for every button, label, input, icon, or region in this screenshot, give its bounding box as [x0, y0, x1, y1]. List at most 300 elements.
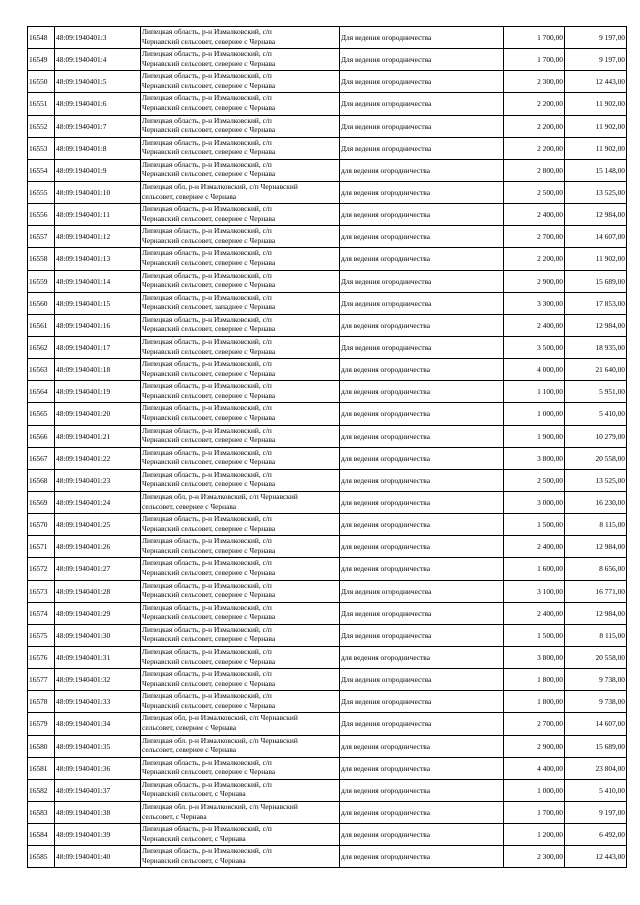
row-number: 16572	[28, 558, 55, 580]
cadastral-number: 48:09:1940401:28	[55, 580, 141, 602]
row-number: 16558	[28, 248, 55, 270]
address-cell	[141, 824, 340, 846]
land-use: для ведения огородничества	[340, 757, 504, 779]
address-line-1: Липецкая область, р-н Измалковский, с/п	[142, 270, 272, 280]
land-use: для ведения огородничества	[340, 735, 504, 757]
table-row	[28, 580, 627, 602]
cadastral-value: 6 492,00	[565, 824, 627, 846]
address-line-1: Липецкая область, р-н Измалковский, с/п	[142, 359, 272, 369]
address-cell	[141, 691, 340, 713]
land-use: для ведения огородничества	[340, 314, 504, 336]
address-line-1: Липецкая область, р-н Измалковский, с/п	[142, 336, 272, 346]
address-cell	[141, 314, 340, 336]
row-number: 16577	[28, 669, 55, 691]
address-line-1: Липецкая область, р-н Измалковский, с/п	[142, 602, 272, 612]
address-line-2: Чернавский сельсовет, с Чернава	[142, 833, 246, 843]
table-row	[28, 469, 627, 491]
address-line-2: Чернавский сельсовет, с Чернава	[142, 855, 246, 865]
table-row	[28, 846, 627, 868]
land-use: для ведения огородничества	[340, 381, 504, 403]
address-cell	[141, 292, 340, 314]
cadastral-value: 12 984,00	[565, 602, 627, 624]
land-use: для ведения огородничества	[340, 536, 504, 558]
area-value: 3 500,00	[504, 336, 565, 358]
row-number: 16550	[28, 71, 55, 93]
area-value: 1 800,00	[504, 669, 565, 691]
cadastral-number: 48:09:1940401:32	[55, 669, 141, 691]
cadastral-value: 13 525,00	[565, 181, 627, 203]
cadastral-value: 5 410,00	[565, 403, 627, 425]
address-line-2: Чернавский сельсовет, севернее с Чернава	[142, 103, 276, 113]
table-row	[28, 270, 627, 292]
address-line-2: сельсовет, севернее с Чернава	[142, 745, 237, 755]
area-value: 3 100,00	[504, 580, 565, 602]
land-use: Для ведения огородничества	[340, 93, 504, 115]
address-line-1: Липецкая область, р-н Измалковский, с/п	[142, 381, 272, 391]
row-number: 16559	[28, 270, 55, 292]
cadastral-number: 48:09:1940401:10	[55, 181, 141, 203]
address-line-1: Липецкая обл, р-н Измалковский, с/п Чернавский	[142, 491, 298, 501]
area-value: 2 500,00	[504, 469, 565, 491]
cadastral-value: 11 902,00	[565, 137, 627, 159]
address-line-2: Чернавский сельсовет, севернее с Чернава	[142, 412, 276, 422]
cadastral-value: 9 197,00	[565, 49, 627, 71]
land-use: Для ведения огородничества	[340, 669, 504, 691]
address-line-1: Липецкая область, р-н Измалковский, с/п	[142, 558, 272, 568]
address-cell	[141, 115, 340, 137]
address-line-1: Липецкая обл. р-н Измалковский, с/п Чернавский	[142, 801, 298, 811]
address-cell	[141, 558, 340, 580]
cadastral-value: 20 558,00	[565, 646, 627, 668]
cadastral-number: 48:09:1940401:12	[55, 226, 141, 248]
area-value: 4 000,00	[504, 359, 565, 381]
row-number: 16571	[28, 536, 55, 558]
address-line-2: Чернавский сельсовет, севернее с Чернава	[142, 612, 276, 622]
land-use: для ведения огородничества	[340, 801, 504, 823]
land-use: Для ведения огородничества	[340, 336, 504, 358]
address-cell	[141, 602, 340, 624]
area-value: 1 000,00	[504, 779, 565, 801]
address-line-2: Чернавский сельсовет, севернее с Чернава	[142, 36, 276, 46]
cadastral-number: 48:09:1940401:27	[55, 558, 141, 580]
table-row	[28, 226, 627, 248]
address-line-2: сельсовет, с Чернава	[142, 811, 207, 821]
address-line-2: Чернавский сельсовет, севернее с Чернава	[142, 700, 276, 710]
cadastral-number: 48:09:1940401:29	[55, 602, 141, 624]
table-row	[28, 646, 627, 668]
address-cell	[141, 425, 340, 447]
row-number: 16563	[28, 359, 55, 381]
address-line-1: Липецкая область, р-н Измалковский, с/п	[142, 27, 272, 36]
area-value: 2 700,00	[504, 226, 565, 248]
cadastral-value: 11 902,00	[565, 93, 627, 115]
cadastral-number: 48:09:1940401:8	[55, 137, 141, 159]
cadastral-number: 48:09:1940401:7	[55, 115, 141, 137]
area-value: 1 500,00	[504, 514, 565, 536]
cadastral-value: 13 525,00	[565, 469, 627, 491]
address-line-2: Чернавский сельсовет, севернее с Чернава	[142, 435, 276, 445]
cadastral-number: 48:09:1940401:37	[55, 779, 141, 801]
cadastral-value: 5 951,00	[565, 381, 627, 403]
address-cell	[141, 669, 340, 691]
cadastral-value: 9 197,00	[565, 27, 627, 49]
address-line-2: Чернавский сельсовет, севернее с Чернава	[142, 634, 276, 644]
cadastral-number: 48:09:1940401:40	[55, 846, 141, 868]
land-use: для ведения огородничества	[340, 779, 504, 801]
row-number: 16548	[28, 27, 55, 49]
land-use: Для ведения огородничества	[340, 71, 504, 93]
cadastral-number: 48:09:1940401:11	[55, 204, 141, 226]
address-cell	[141, 846, 340, 868]
area-value: 3 300,00	[504, 292, 565, 314]
cadastral-number: 48:09:1940401:35	[55, 735, 141, 757]
table-row	[28, 425, 627, 447]
cadastral-number: 48:09:1940401:34	[55, 713, 141, 735]
cadastral-number: 48:09:1940401:24	[55, 491, 141, 513]
address-line-2: сельсовет, севернее с Чернава	[142, 501, 237, 511]
land-use: Для ведения огородничества	[340, 624, 504, 646]
row-number: 16584	[28, 824, 55, 846]
address-line-1: Липецкая область, р-н Измалковский, с/п	[142, 514, 272, 524]
address-cell	[141, 646, 340, 668]
table-row	[28, 49, 627, 71]
address-line-2: Чернавский сельсовет, севернее с Чернава	[142, 235, 276, 245]
address-line-2: Чернавский сельсовет, севернее с Чернава	[142, 280, 276, 290]
address-line-2: Чернавский сельсовет, севернее с Чернава	[142, 147, 276, 157]
row-number: 16565	[28, 403, 55, 425]
address-cell	[141, 71, 340, 93]
address-line-1: Липецкая область, р-н Измалковский, с/п	[142, 624, 272, 634]
area-value: 2 900,00	[504, 270, 565, 292]
address-cell	[141, 757, 340, 779]
row-number: 16569	[28, 491, 55, 513]
address-line-1: Липецкая область, р-н Измалковский, с/п	[142, 159, 272, 169]
area-value: 1 900,00	[504, 425, 565, 447]
land-use: для ведения огородничества	[340, 181, 504, 203]
address-line-2: Чернавский сельсовет, севернее с Чернава	[142, 479, 276, 489]
area-value: 3 000,00	[504, 491, 565, 513]
land-use: Для ведения огородничества	[340, 292, 504, 314]
area-value: 1 700,00	[504, 801, 565, 823]
cadastral-value: 15 148,00	[565, 159, 627, 181]
row-number: 16562	[28, 336, 55, 358]
land-use: Для ведения огородничества	[340, 137, 504, 159]
cadastral-value: 12 443,00	[565, 71, 627, 93]
cadastral-value: 8 656,00	[565, 558, 627, 580]
cadastral-number: 48:09:1940401:36	[55, 757, 141, 779]
cadastral-value: 16 230,00	[565, 491, 627, 513]
address-cell	[141, 248, 340, 270]
address-line-2: Чернавский сельсовет, севернее с Чернава	[142, 457, 276, 467]
address-line-1: Липецкая область, р-н Измалковский, с/п	[142, 469, 272, 479]
table-row	[28, 181, 627, 203]
table-row	[28, 691, 627, 713]
row-number: 16564	[28, 381, 55, 403]
table-row	[28, 669, 627, 691]
table-row	[28, 447, 627, 469]
row-number: 16585	[28, 846, 55, 868]
cadastral-value: 10 279,00	[565, 425, 627, 447]
row-number: 16566	[28, 425, 55, 447]
cadastral-number: 48:09:1940401:18	[55, 359, 141, 381]
table-row	[28, 248, 627, 270]
address-cell	[141, 93, 340, 115]
cadastral-value: 9 197,00	[565, 801, 627, 823]
cadastral-value: 20 558,00	[565, 447, 627, 469]
cadastral-value: 14 607,00	[565, 713, 627, 735]
address-line-2: Чернавский сельсовет, севернее с Чернава	[142, 545, 276, 555]
address-line-2: Чернавский сельсовет, западнее с Чернава	[142, 302, 276, 312]
land-use: для ведения огородничества	[340, 226, 504, 248]
table-row	[28, 779, 627, 801]
row-number: 16567	[28, 447, 55, 469]
land-use: для ведения огородничества	[340, 425, 504, 447]
cadastral-value: 12 984,00	[565, 204, 627, 226]
land-use: Для ведения огородничества	[340, 27, 504, 49]
address-cell	[141, 381, 340, 403]
address-cell	[141, 270, 340, 292]
address-cell	[141, 447, 340, 469]
address-line-2: Чернавский сельсовет, севернее с Чернава	[142, 368, 276, 378]
row-number: 16578	[28, 691, 55, 713]
address-line-2: Чернавский сельсовет, севернее с Чернава	[142, 678, 276, 688]
row-number: 16573	[28, 580, 55, 602]
row-number: 16575	[28, 624, 55, 646]
address-line-2: Чернавский сельсовет, севернее с Чернава	[142, 324, 276, 334]
address-cell	[141, 159, 340, 181]
cadastral-number: 48:09:1940401:31	[55, 646, 141, 668]
address-cell	[141, 49, 340, 71]
address-cell	[141, 536, 340, 558]
row-number: 16553	[28, 137, 55, 159]
table-row	[28, 381, 627, 403]
address-line-1: Липецкая обл, р-н Измалковский, с/п Чернавский	[142, 181, 298, 191]
address-line-2: Чернавский сельсовет, севернее с Чернава	[142, 767, 276, 777]
cadastral-number: 48:09:1940401:26	[55, 536, 141, 558]
area-value: 4 400,00	[504, 757, 565, 779]
land-use: для ведения огородничества	[340, 469, 504, 491]
cadastral-value: 11 902,00	[565, 248, 627, 270]
cadastral-number: 48:09:1940401:20	[55, 403, 141, 425]
address-cell	[141, 469, 340, 491]
address-line-1: Липецкая область, р-н Измалковский, с/п	[142, 71, 272, 81]
land-use: для ведения огородничества	[340, 447, 504, 469]
address-line-1: Липецкая область, р-н Измалковский, с/п	[142, 846, 272, 856]
cadastral-number: 48:09:1940401:19	[55, 381, 141, 403]
address-line-2: Чернавский сельсовет, севернее с Чернава	[142, 523, 276, 533]
table-row	[28, 159, 627, 181]
cadastral-number: 48:09:1940401:6	[55, 93, 141, 115]
address-line-1: Липецкая область, р-н Измалковский, с/п	[142, 226, 272, 236]
row-number: 16581	[28, 757, 55, 779]
cadastral-value: 15 689,00	[565, 735, 627, 757]
area-value: 2 400,00	[504, 204, 565, 226]
address-line-1: Липецкая область, р-н Измалковский, с/п	[142, 204, 272, 214]
address-line-1: Липецкая область, р-н Измалковский, с/п	[142, 425, 272, 435]
cadastral-number: 48:09:1940401:22	[55, 447, 141, 469]
row-number: 16557	[28, 226, 55, 248]
cadastral-value: 12 984,00	[565, 314, 627, 336]
table-body	[28, 27, 627, 868]
address-line-1: Липецкая обл. р-н Измалковский, с/п Чернавский	[142, 735, 298, 745]
cadastral-number: 48:09:1940401:4	[55, 49, 141, 71]
address-cell	[141, 226, 340, 248]
land-use: для ведения огородничества	[340, 403, 504, 425]
cadastral-value: 11 902,00	[565, 115, 627, 137]
row-number: 16582	[28, 779, 55, 801]
land-use: для ведения огородничества	[340, 159, 504, 181]
table-row	[28, 71, 627, 93]
address-line-2: Чернавский сельсовет, севернее с Чернава	[142, 258, 276, 267]
area-value: 2 500,00	[504, 181, 565, 203]
address-line-2: Чернавский сельсовет, севернее с Чернава	[142, 213, 276, 223]
address-line-2: Чернавский сельсовет, севернее с Чернава	[142, 169, 276, 179]
address-line-1: Липецкая область, р-н Измалковский, с/п	[142, 691, 272, 701]
address-line-1: Липецкая область, р-н Измалковский, с/п	[142, 93, 272, 103]
address-cell	[141, 27, 340, 49]
cadastral-value: 14 607,00	[565, 226, 627, 248]
land-use: Для ведения огородничества	[340, 691, 504, 713]
table-row	[28, 359, 627, 381]
land-use: для ведения огородничества	[340, 359, 504, 381]
address-line-2: Чернавский сельсовет, с Чернава	[142, 789, 246, 799]
area-value: 2 800,00	[504, 159, 565, 181]
address-line-2: Чернавский сельсовет, севернее с Чернава	[142, 125, 276, 135]
address-line-1: Липецкая область, р-н Измалковский, с/п	[142, 137, 272, 147]
table-row	[28, 558, 627, 580]
table-row	[28, 491, 627, 513]
land-use: для ведения огородничества	[340, 646, 504, 668]
table-row	[28, 115, 627, 137]
cadastral-value: 16 771,00	[565, 580, 627, 602]
address-line-1: Липецкая область, р-н Измалковский, с/п	[142, 646, 272, 656]
cadastral-value: 15 689,00	[565, 270, 627, 292]
address-cell	[141, 514, 340, 536]
address-line-1: Липецкая область, р-н Измалковский, с/п	[142, 248, 272, 258]
row-number: 16554	[28, 159, 55, 181]
area-value: 1 600,00	[504, 558, 565, 580]
address-line-1: Липецкая область, р-н Измалковский, с/п	[142, 536, 272, 546]
address-line-1: Липецкая область, р-н Измалковский, с/п	[142, 669, 272, 679]
area-value: 2 300,00	[504, 846, 565, 868]
address-cell	[141, 624, 340, 646]
cadastral-number: 48:09:1940401:30	[55, 624, 141, 646]
cadastral-value: 12 984,00	[565, 536, 627, 558]
row-number: 16570	[28, 514, 55, 536]
area-value: 1 500,00	[504, 624, 565, 646]
address-cell	[141, 137, 340, 159]
table-row	[28, 204, 627, 226]
land-use: Для ведения огородничества	[340, 270, 504, 292]
address-line-1: Липецкая область, р-н Измалковский, с/п	[142, 292, 272, 302]
area-value: 3 800,00	[504, 646, 565, 668]
address-line-1: Липецкая область, р-н Измалковский, с/п	[142, 824, 272, 834]
cadastral-value: 9 738,00	[565, 669, 627, 691]
table-row	[28, 292, 627, 314]
table-row	[28, 801, 627, 823]
cadastral-number: 48:09:1940401:21	[55, 425, 141, 447]
cadastral-number: 48:09:1940401:13	[55, 248, 141, 270]
cadastral-value: 23 804,00	[565, 757, 627, 779]
cadastral-value: 21 640,00	[565, 359, 627, 381]
table-row	[28, 757, 627, 779]
area-value: 1 000,00	[504, 403, 565, 425]
row-number: 16583	[28, 801, 55, 823]
land-use: Для ведения огородничества	[340, 115, 504, 137]
address-cell	[141, 580, 340, 602]
cadastral-number: 48:09:1940401:9	[55, 159, 141, 181]
address-cell	[141, 801, 340, 823]
address-cell	[141, 491, 340, 513]
address-line-1: Липецкая область, р-н Измалковский, с/п	[142, 779, 272, 789]
land-use: для ведения огородничества	[340, 846, 504, 868]
area-value: 1 200,00	[504, 824, 565, 846]
table-row	[28, 735, 627, 757]
address-cell	[141, 359, 340, 381]
table-row	[28, 314, 627, 336]
area-value: 2 400,00	[504, 314, 565, 336]
table-row	[28, 536, 627, 558]
table-row	[28, 336, 627, 358]
cadastral-value: 5 410,00	[565, 779, 627, 801]
address-line-1: Липецкая область, р-н Измалковский, с/п	[142, 49, 272, 59]
cadastral-number: 48:09:1940401:17	[55, 336, 141, 358]
cadastral-number: 48:09:1940401:25	[55, 514, 141, 536]
address-line-1: Липецкая область, р-н Измалковский, с/п	[142, 403, 272, 413]
row-number: 16552	[28, 115, 55, 137]
address-line-1: Липецкая область, р-н Измалковский, с/п	[142, 447, 272, 457]
table-row	[28, 713, 627, 735]
area-value: 1 700,00	[504, 49, 565, 71]
table-row	[28, 137, 627, 159]
area-value: 2 200,00	[504, 248, 565, 270]
area-value: 2 400,00	[504, 602, 565, 624]
table-row	[28, 93, 627, 115]
row-number: 16556	[28, 204, 55, 226]
address-line-1: Липецкая обл, р-н Измалковский, с/п Чернавский	[142, 713, 298, 723]
row-number: 16568	[28, 469, 55, 491]
cadastral-value: 17 853,00	[565, 292, 627, 314]
area-value: 3 800,00	[504, 447, 565, 469]
table-row	[28, 403, 627, 425]
area-value: 2 400,00	[504, 536, 565, 558]
address-cell	[141, 403, 340, 425]
area-value: 1 700,00	[504, 27, 565, 49]
cadastral-number: 48:09:1940401:15	[55, 292, 141, 314]
address-line-2: Чернавский сельсовет, севернее с Чернава	[142, 346, 276, 356]
cadastral-number: 48:09:1940401:33	[55, 691, 141, 713]
row-number: 16549	[28, 49, 55, 71]
area-value: 2 300,00	[504, 71, 565, 93]
cadastral-value: 9 738,00	[565, 691, 627, 713]
address-line-1: Липецкая область, р-н Измалковский, с/п	[142, 580, 272, 590]
address-line-2: Чернавский сельсовет, севернее с Чернава	[142, 590, 276, 600]
row-number: 16555	[28, 181, 55, 203]
cadastral-value: 8 115,00	[565, 624, 627, 646]
address-cell	[141, 713, 340, 735]
row-number: 16574	[28, 602, 55, 624]
area-value: 2 200,00	[504, 137, 565, 159]
address-line-1: Липецкая область, р-н Измалковский, с/п	[142, 757, 272, 767]
address-cell	[141, 181, 340, 203]
area-value: 2 200,00	[504, 93, 565, 115]
table-row	[28, 824, 627, 846]
land-use: Для ведения огородничества	[340, 713, 504, 735]
table-row	[28, 602, 627, 624]
cadastral-number: 48:09:1940401:3	[55, 27, 141, 49]
cadastral-value: 18 935,00	[565, 336, 627, 358]
area-value: 2 200,00	[504, 115, 565, 137]
